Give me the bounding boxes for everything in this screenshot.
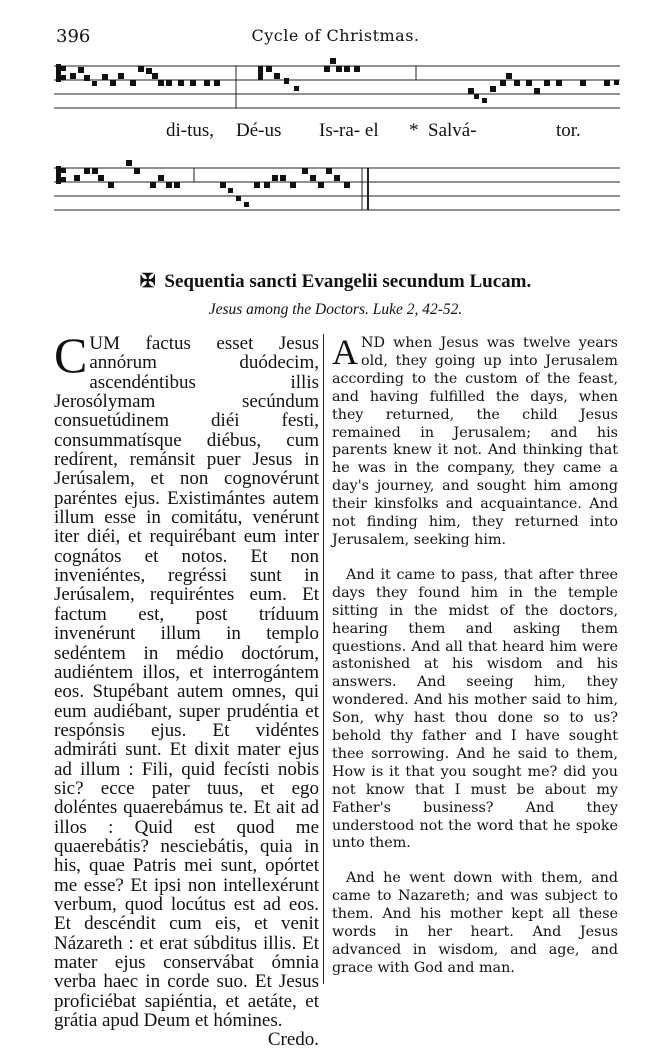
chant-staff-2 bbox=[54, 160, 620, 220]
lyric-syllable: di-tus, bbox=[166, 120, 215, 141]
column-divider bbox=[323, 334, 324, 984]
latin-column bbox=[54, 327, 319, 1051]
gospel-heading-text: Sequentia sancti Evangelii secundum Lucam. bbox=[164, 271, 532, 292]
credo-label: Credo. bbox=[267, 1029, 319, 1051]
english-dropcap: A bbox=[332, 332, 358, 372]
chant-lyrics bbox=[0, 120, 671, 146]
gospel-heading bbox=[0, 270, 671, 293]
running-title: Cycle of Christmas. bbox=[251, 26, 420, 45]
lyric-syllable: * bbox=[409, 120, 419, 141]
lyric-syllable: Salvá- bbox=[428, 120, 477, 141]
page-header bbox=[0, 26, 671, 46]
cross-icon: ✠ bbox=[139, 271, 156, 292]
latin-dropcap: C bbox=[54, 327, 88, 383]
gospel-subheading: Jesus among the Doctors. Luke 2, 42-52. bbox=[208, 301, 463, 318]
chant-staff-1 bbox=[54, 58, 620, 118]
lyric-syllable: Is-ra- el bbox=[319, 120, 379, 141]
english-paragraph: And it came to pass, that after three days they found him in the temple sitting in the midst of the doctors, hearing them and asking them questions. And all that heard him were astonished at his wisdom and his answers. And seeing him, they wondered. And his mother said to him, Son, why hast thou done so to us? behold thy father and I have sought thee sorrowing. And he said to them, How is it that you sought me? did you not know that I must be about my Father's business? And they understood not the word that he spoke unto them. bbox=[332, 566, 618, 852]
english-paragraph: And he went down with them, and came to Nazareth; and was subject to them. And his mother kept all these words in her heart. And Jesus advanced in wisdom, and age, and grace with God and man. bbox=[332, 870, 618, 976]
english-column bbox=[332, 332, 618, 995]
lyric-syllable: Dé-us bbox=[236, 120, 282, 141]
latin-text: UM factus esset Jesus annórum duódecim, ascendéntibus illis Jerosólymam secúndum consuetúdinem diéi festi, consummatísque diébus, cum redírent, remánsit puer Jesus in Jerúsalem, et non cognovérunt paréntes ejus. Existimántes autem illum esse in comitátu, venérunt iter diéi, et requirébant eum inter cognátos et notos. Et non inveniéntes, regréssi sunt in Jerúsalem, requiréntes eum. Et factum est, post tríduum invenérunt illum in templo sedéntem in médio doctórum, audiéntem illos, et interrogántem eos. Stupébant autem omnes, qui eum audiébant, super prudéntia et respónsis ejus. Et vidéntes admiráti sunt. Et dixit mater ejus ad illum : Fili, quid fecísti nobis sic? ecce pater tuus, et ego doléntes quaerebámus te. Et ait ad illos : Quid est quod me quaerebátis? nesciebátis, quia in his, quae Patris mei sunt, opórtet me esse? Et ipsi non intellexérunt verbum, quod locútus est ad eos. Et descéndit cum eis, et venit Názareth : et erat súbditus illis. Et mater ejus conservábat ómnia verba haec in corde suo. Et Jesus proficiébat sapiéntia, et aetáte, et grátia apud Deum et hómines. Credo. bbox=[54, 333, 319, 1051]
page-number: 396 bbox=[56, 26, 91, 47]
english-paragraph: AND when Jesus was twelve years old, they going up into Jerusalem according to the custom of the feast, and having fulfilled the days, when they returned, the child Jesus remained in Jerusalem; and his parents knew it not. And thinking that he was in the company, they came a day's journey, and sought him among their kinsfolks and acquaintance. And not finding him, they returned into Jerusalem, seeking him. bbox=[332, 332, 618, 548]
lyric-syllable: tor. bbox=[556, 120, 581, 141]
